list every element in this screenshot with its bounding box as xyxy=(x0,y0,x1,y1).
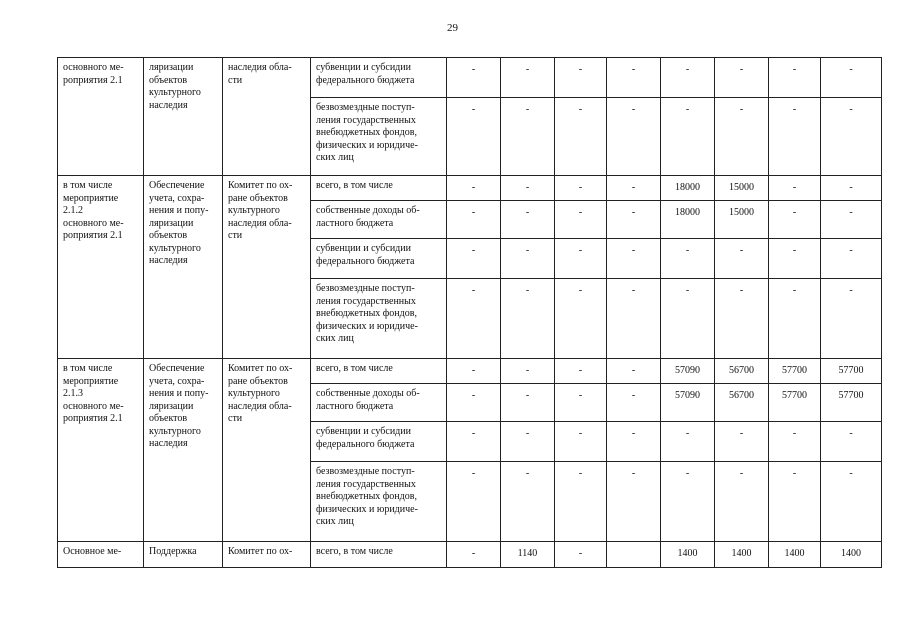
executor-cell: Комитет по ох- xyxy=(223,542,311,568)
value-cell: - xyxy=(555,462,607,542)
value-cell: 57090 xyxy=(661,384,715,422)
value-cell: - xyxy=(661,279,715,359)
table-row xyxy=(58,542,882,568)
value-cell: - xyxy=(447,239,501,279)
value-cell: - xyxy=(447,462,501,542)
value-cell: 56700 xyxy=(715,384,769,422)
value-cell: 15000 xyxy=(715,176,769,201)
funding-source-cell: всего, в том числе xyxy=(311,542,447,568)
value-cell: - xyxy=(447,384,501,422)
value-cell: - xyxy=(501,422,555,462)
value-cell: - xyxy=(661,239,715,279)
value-cell: - xyxy=(501,58,555,98)
value-cell: - xyxy=(715,58,769,98)
value-cell: 57090 xyxy=(661,359,715,384)
funding-source-cell: субвенции и субсидии федерального бюджета xyxy=(311,239,447,279)
value-cell: - xyxy=(607,462,661,542)
value-cell: - xyxy=(769,422,821,462)
funding-source-cell: собственные доходы об- ластного бюджета xyxy=(311,384,447,422)
funding-source-cell: безвозмездные поступ- ления государственных внебюджетных фондов, физических и юридиче- ских лиц xyxy=(311,98,447,176)
value-cell: - xyxy=(607,239,661,279)
value-cell: - xyxy=(769,58,821,98)
value-cell: - xyxy=(501,384,555,422)
funding-source-cell: собственные доходы об- ластного бюджета xyxy=(311,201,447,239)
value-cell: - xyxy=(821,201,882,239)
funding-source-cell: безвозмездные поступ- ления государственных внебюджетных фондов, физических и юридиче- ских лиц xyxy=(311,279,447,359)
value-cell: - xyxy=(607,58,661,98)
value-cell: - xyxy=(555,239,607,279)
value-cell xyxy=(607,542,661,568)
funding-source-cell: субвенции и субсидии федерального бюджета xyxy=(311,58,447,98)
event-name-cell: Обеспечение учета, сохра- нения и попу- ляризации объектов культурного наследия xyxy=(144,359,223,542)
executor-cell: Комитет по ох- ране объектов культурного наследия обла- сти xyxy=(223,176,311,359)
value-cell: - xyxy=(447,98,501,176)
value-cell: 57700 xyxy=(821,359,882,384)
value-cell: - xyxy=(447,542,501,568)
event-name-cell: Поддержка xyxy=(144,542,223,568)
value-cell: - xyxy=(769,239,821,279)
value-cell: 1140 xyxy=(501,542,555,568)
value-cell: - xyxy=(661,58,715,98)
value-cell: 18000 xyxy=(661,176,715,201)
value-cell: - xyxy=(555,58,607,98)
value-cell: - xyxy=(821,58,882,98)
value-cell: - xyxy=(501,359,555,384)
event-cell: основного ме- роприятия 2.1 xyxy=(58,58,144,176)
value-cell: - xyxy=(555,384,607,422)
value-cell: - xyxy=(501,239,555,279)
value-cell: - xyxy=(769,279,821,359)
table-row xyxy=(58,359,882,384)
value-cell: - xyxy=(555,279,607,359)
value-cell: 18000 xyxy=(661,201,715,239)
value-cell: - xyxy=(821,422,882,462)
value-cell: 1400 xyxy=(661,542,715,568)
value-cell: - xyxy=(501,176,555,201)
value-cell: 1400 xyxy=(715,542,769,568)
value-cell: 1400 xyxy=(769,542,821,568)
funding-source-cell: субвенции и субсидии федерального бюджета xyxy=(311,422,447,462)
value-cell: - xyxy=(769,462,821,542)
value-cell: 15000 xyxy=(715,201,769,239)
value-cell: - xyxy=(821,176,882,201)
value-cell: - xyxy=(715,462,769,542)
value-cell: - xyxy=(555,359,607,384)
value-cell: - xyxy=(821,279,882,359)
value-cell: - xyxy=(769,201,821,239)
value-cell: 57700 xyxy=(821,384,882,422)
value-cell: - xyxy=(715,422,769,462)
value-cell: - xyxy=(661,462,715,542)
value-cell: - xyxy=(821,98,882,176)
value-cell: - xyxy=(555,422,607,462)
value-cell: - xyxy=(769,176,821,201)
event-cell: Основное ме- xyxy=(58,542,144,568)
value-cell: - xyxy=(661,422,715,462)
event-name-cell: Обеспечение учета, сохра- нения и попу- ляризации объектов культурного наследия xyxy=(144,176,223,359)
event-name-cell: ляризации объектов культурного наследия xyxy=(144,58,223,176)
value-cell: - xyxy=(715,98,769,176)
budget-table xyxy=(57,57,882,568)
value-cell: - xyxy=(715,239,769,279)
value-cell: - xyxy=(607,98,661,176)
value-cell: - xyxy=(447,279,501,359)
table-row xyxy=(58,176,882,201)
funding-source-cell: всего, в том числе xyxy=(311,176,447,201)
value-cell: 57700 xyxy=(769,359,821,384)
value-cell: - xyxy=(607,422,661,462)
value-cell: - xyxy=(607,176,661,201)
value-cell: - xyxy=(447,201,501,239)
value-cell: - xyxy=(447,422,501,462)
value-cell: - xyxy=(501,279,555,359)
executor-cell: Комитет по ох- ране объектов культурного наследия обла- сти xyxy=(223,359,311,542)
value-cell: 1400 xyxy=(821,542,882,568)
value-cell: 57700 xyxy=(769,384,821,422)
value-cell: - xyxy=(555,98,607,176)
table-row xyxy=(58,58,882,98)
table-body xyxy=(58,58,882,568)
value-cell: - xyxy=(501,98,555,176)
value-cell: - xyxy=(607,359,661,384)
value-cell: - xyxy=(769,98,821,176)
executor-cell: наследия обла- сти xyxy=(223,58,311,176)
value-cell: - xyxy=(821,462,882,542)
event-cell: в том числе мероприятие 2.1.2 основного ме- роприятия 2.1 xyxy=(58,176,144,359)
value-cell: - xyxy=(555,176,607,201)
value-cell: - xyxy=(821,239,882,279)
event-cell: в том числе мероприятие 2.1.3 основного ме- роприятия 2.1 xyxy=(58,359,144,542)
value-cell: - xyxy=(447,359,501,384)
funding-source-cell: безвозмездные поступ- ления государственных внебюджетных фондов, физических и юридиче- ских лиц xyxy=(311,462,447,542)
value-cell: - xyxy=(501,462,555,542)
value-cell: - xyxy=(447,176,501,201)
value-cell: 56700 xyxy=(715,359,769,384)
value-cell: - xyxy=(555,542,607,568)
page-number: 29 xyxy=(447,22,458,34)
value-cell: - xyxy=(715,279,769,359)
value-cell: - xyxy=(555,201,607,239)
funding-source-cell: всего, в том числе xyxy=(311,359,447,384)
value-cell: - xyxy=(501,201,555,239)
value-cell: - xyxy=(607,279,661,359)
value-cell: - xyxy=(607,201,661,239)
value-cell: - xyxy=(661,98,715,176)
value-cell: - xyxy=(447,58,501,98)
value-cell: - xyxy=(607,384,661,422)
